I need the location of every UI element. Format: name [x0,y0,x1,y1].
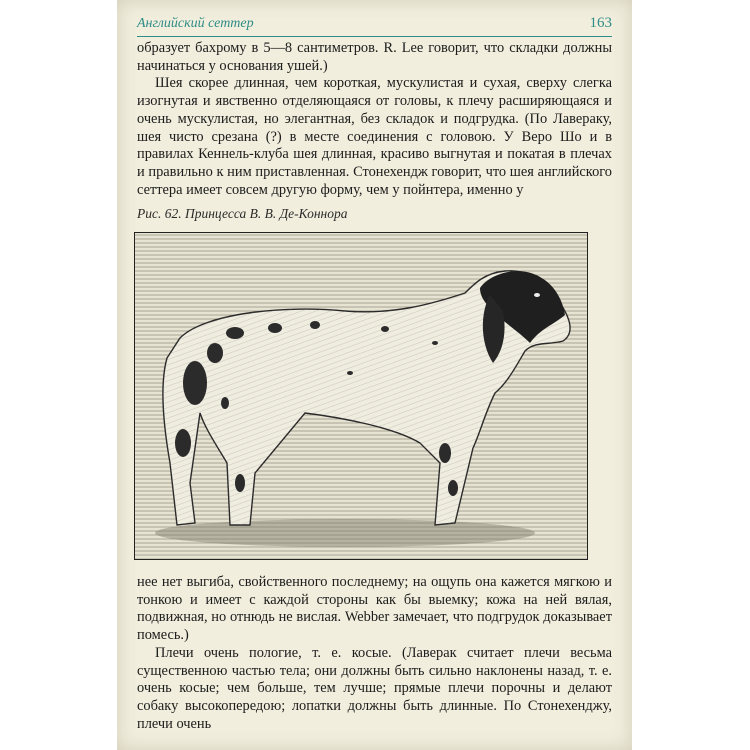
paragraph-neck-continued: нее нет выгиба, свойственного последнему; на ощупь она кажется мягкою и тонкою и имеет с каждой стороны как бы выемку; кожа на ней вялая, подвижная, но отнюдь не вислая. Webber замечает, что подгрудок доказывает помесь.) [137,574,612,644]
figure-caption: Рис. 62. Принцесса В. В. Де-Коннора [137,206,348,221]
book-page [117,0,632,750]
running-title: Английский сеттер [137,16,254,31]
paragraph-shoulders: Плечи очень пологие, т. е. косые. (Лаверак считает плечи весьма существенною частью тела; они должны быть сильно наклонены назад, т. е. очень косые; чем больше, тем лучше; прямые плечи порочны и делают собаку высокопередою; лопатки должны быть длинные. По Стонехенджу, плечи очень [137,644,612,732]
paragraph-ears-continued: образует бахрому в 5—8 сантиметров. R. Lee говорит, что складки должны начинаться у основания ушей.) [137,40,612,74]
running-header [137,14,612,37]
figure-illustration [134,232,588,560]
bottom-text-block [137,574,612,733]
top-text-block [137,40,612,199]
setter-engraving [135,233,587,559]
ground-shadow [155,519,535,547]
paragraph-neck: Шея скорее длинная, чем короткая, мускулистая и сухая, сверху слегка изогнутая и явственно отделяющаяся от головы, к плечу расширяющаяся и очень мускулистая, но элегантная, без складок и подгрудка. (По Лавераку, шея чисто срезана (?) в месте соединения с головою. У Веро Шо и в правилах Кеннель-клуба шея длинная, красиво выгнутая и покатая в плечах и правильно к ним приставленная. Стонехендж говорит, что шея английского сеттера имеет совсем другую форму, чем у пойнтера, именно у [137,75,612,198]
page-number: 163 [589,15,612,31]
